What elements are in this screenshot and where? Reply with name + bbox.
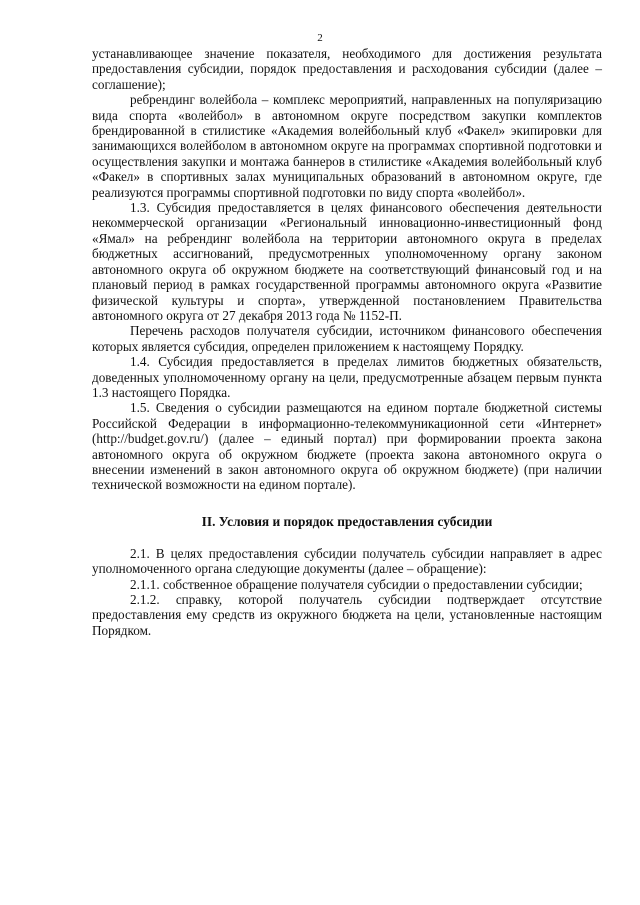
page-number: 2 [317,32,323,44]
paragraph-clause-1-4: 1.4. Субсидия предоставляется в пределах лимитов бюджетных обязательств, доведенных уполномоченному органу на цели, предусмотренные абзацем первым пункта 1.3 настоящего Порядка. [92,354,602,400]
paragraph-rebranding-definition: ребрендинг волейбола – комплекс мероприятий, направленных на популяризацию вида спорта «волейбол» в автономном округе посредством закупки комплектов брендированной в стилистике «Академия волейбольный клуб «Факел» экипировки для занимающихся волейболом в автономном округе на программах спортивной подготовки и осуществления закупки и монтажа баннеров в стилистике «Академия волейбольный клуб «Факел» в спортивных залах муниципальных образований в автономном округе, где реализуются программы спортивной подготовки по виду спорта «волейбол». [92,92,602,200]
paragraph-clause-2-1-2: 2.1.2. справку, которой получатель субсидии подтверждает отсутствие предоставления ему средств из окружного бюджета на цели, установленные настоящим Порядком. [92,592,602,638]
paragraph-agreement-definition: устанавливающее значение показателя, необходимого для достижения результата предоставления субсидии, порядок предоставления и расходования субсидии (далее – соглашение); [92,46,602,92]
paragraph-clause-2-1-1: 2.1.1. собственное обращение получателя субсидии о предоставлении субсидии; [130,576,583,592]
document-body [92,46,602,638]
paragraph-expenses-list: Перечень расходов получателя субсидии, источником финансового обеспечения которых является субсидия, определен приложением к настоящему Порядку. [92,323,602,354]
paragraph-clause-1-3: 1.3. Субсидия предоставляется в целях финансового обеспечения деятельности некоммерческой организации «Региональный инновационно-инвестиционный фонд «Ямал» на ребрендинг волейбола на территории автономного округа в пределах бюджетных ассигнований, предусмотренных уполномоченному органу законом автономного округа об окружном бюджете на соответствующий финансовый год и на плановый период в рамках государственной программы автономного округа «Развитие физической культуры и спорта», утвержденной постановлением Правительства автономного округа от 27 декабря 2013 года № 1152-П. [92,200,602,323]
section-heading: II. Условия и порядок предоставления субсидии [201,513,493,529]
paragraph-clause-1-5: 1.5. Сведения о субсидии размещаются на едином портале бюджетной системы Российской Федерации в информационно-телекоммуникационной сети «Интернет» (http://budget.gov.ru/) (далее – единый портал) при формировании проекта закона автономного округа об окружном бюджете (проекта закона автономного округа о внесении изменений в закон автономного округа об окружном бюджете) (при наличии технической возможности на едином портале). [92,400,602,493]
paragraph-clause-2-1: 2.1. В целях предоставления субсидии получатель субсидии направляет в адрес уполномоченного органа следующие документы (далее – обращение): [92,545,602,577]
